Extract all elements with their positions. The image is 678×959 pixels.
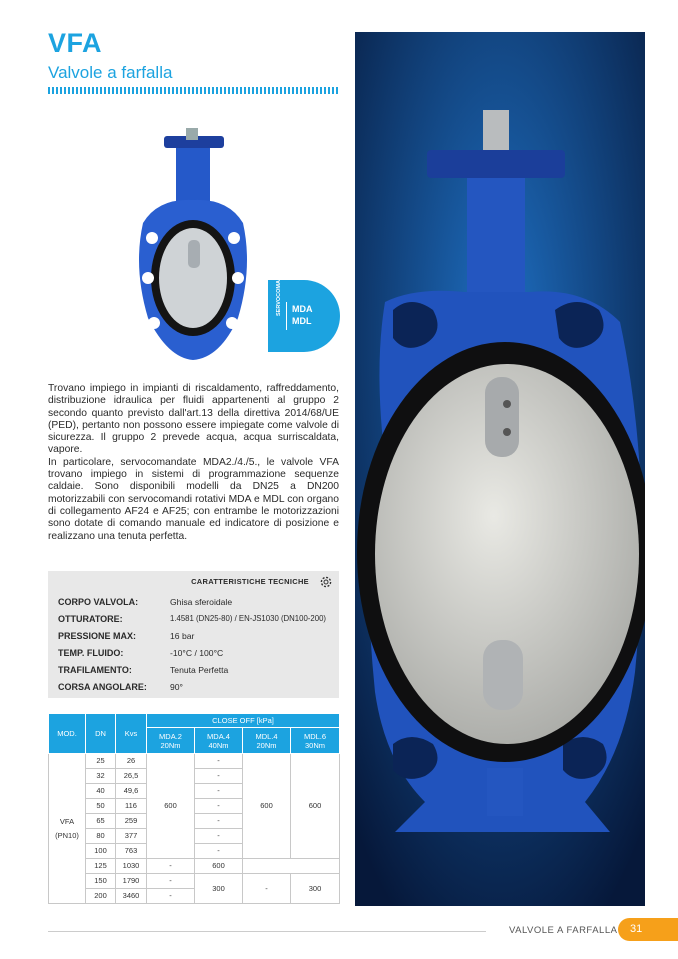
model-cell: VFA (PN10)	[49, 754, 86, 904]
table-row: 50 116 -	[49, 799, 340, 814]
badge-mda: MDA	[292, 304, 313, 314]
col-kvs: Kvs	[116, 714, 147, 754]
footer-rule	[48, 931, 486, 932]
tech-heading: CARATTERISTICHE TECNICHE	[191, 577, 309, 586]
description	[48, 383, 339, 543]
col-mda4: MDA.4 40Nm	[195, 728, 243, 754]
page-number: 31	[618, 918, 678, 941]
table-row: 65 259 -	[49, 814, 340, 829]
gear-icon	[319, 575, 333, 589]
page-title: VFA	[48, 28, 103, 58]
table-row: 150 1790 - 300 - 300	[49, 874, 340, 889]
col-mda2: MDA.2 20Nm	[147, 728, 195, 754]
closeoff-table	[48, 713, 340, 904]
col-dn: DN	[86, 714, 116, 754]
col-mdl6: MDL.6 30Nm	[291, 728, 340, 754]
technical-specs: CARATTERISTICHE TECNICHE CORPO VALVOLA: Ghisa sferoidale OTTURATORE: 1.4581 (DN25-80) / EN-JS1030 (DN100-200) PRESSIONE MAX: 16 bar TEMP. FLUIDO: -10°C / 100°C TRAFILAMENTO: Tenuta Perfetta CORSA ANGOLARE: 90°	[48, 571, 339, 698]
description-paragraph: In particolare, servocomandate MDA2./4./5., le valvole VFA trovano impiego in sistemi di programmazione sequenze caldaie. Sono disponibili modelli da DN25 a DN200 motorizzabili con servocomandi rotativi MDA e MDL con organo di collegamento AF24 e AF25; con entrambe le motorizzazioni sono dotate di comando manuale ed indicatore di posizione e realizzano una tenuta perfetta.	[48, 456, 339, 542]
col-closeoff: CLOSE OFF [kPa]	[147, 714, 340, 728]
table-row: 32 26,5 -	[49, 769, 340, 784]
description-paragraph: Trovano impiego in impianti di riscaldamento, raffreddamento, distribuzione idraulica per fluidi appartenenti al gruppo 2 secondo quanto previsto dall'art.13 della direttiva 2014/68/UE (PED), pertanto non possono essere impiegate come valvole di sicurezza. Il gruppo 2 prevede acqua, acqua surriscaldata, vapore.	[48, 383, 339, 456]
table-row: VFA (PN10) 25 26 600 - 600 600	[49, 754, 340, 769]
badge-vertical-label: SERVOCOMANDI	[276, 270, 282, 316]
valve-photo	[355, 32, 645, 906]
title-underline	[48, 87, 339, 94]
actuator-badge	[268, 270, 340, 352]
table-row: 100 763 -	[49, 844, 340, 859]
page-subtitle: Valvole a farfalla	[48, 63, 173, 82]
table-row: 80 377 -	[49, 829, 340, 844]
table-row: 200 3460 -	[49, 889, 340, 904]
col-mdl4: MDL.4 20Nm	[243, 728, 291, 754]
table-row: 40 49,6 -	[49, 784, 340, 799]
footer-section: VALVOLE A FARFALLA	[509, 925, 618, 936]
product-image	[128, 128, 258, 368]
table-row: 125 1030 - 600	[49, 859, 340, 874]
col-mod: MOD.	[49, 714, 86, 754]
badge-mdl: MDL	[292, 316, 312, 326]
